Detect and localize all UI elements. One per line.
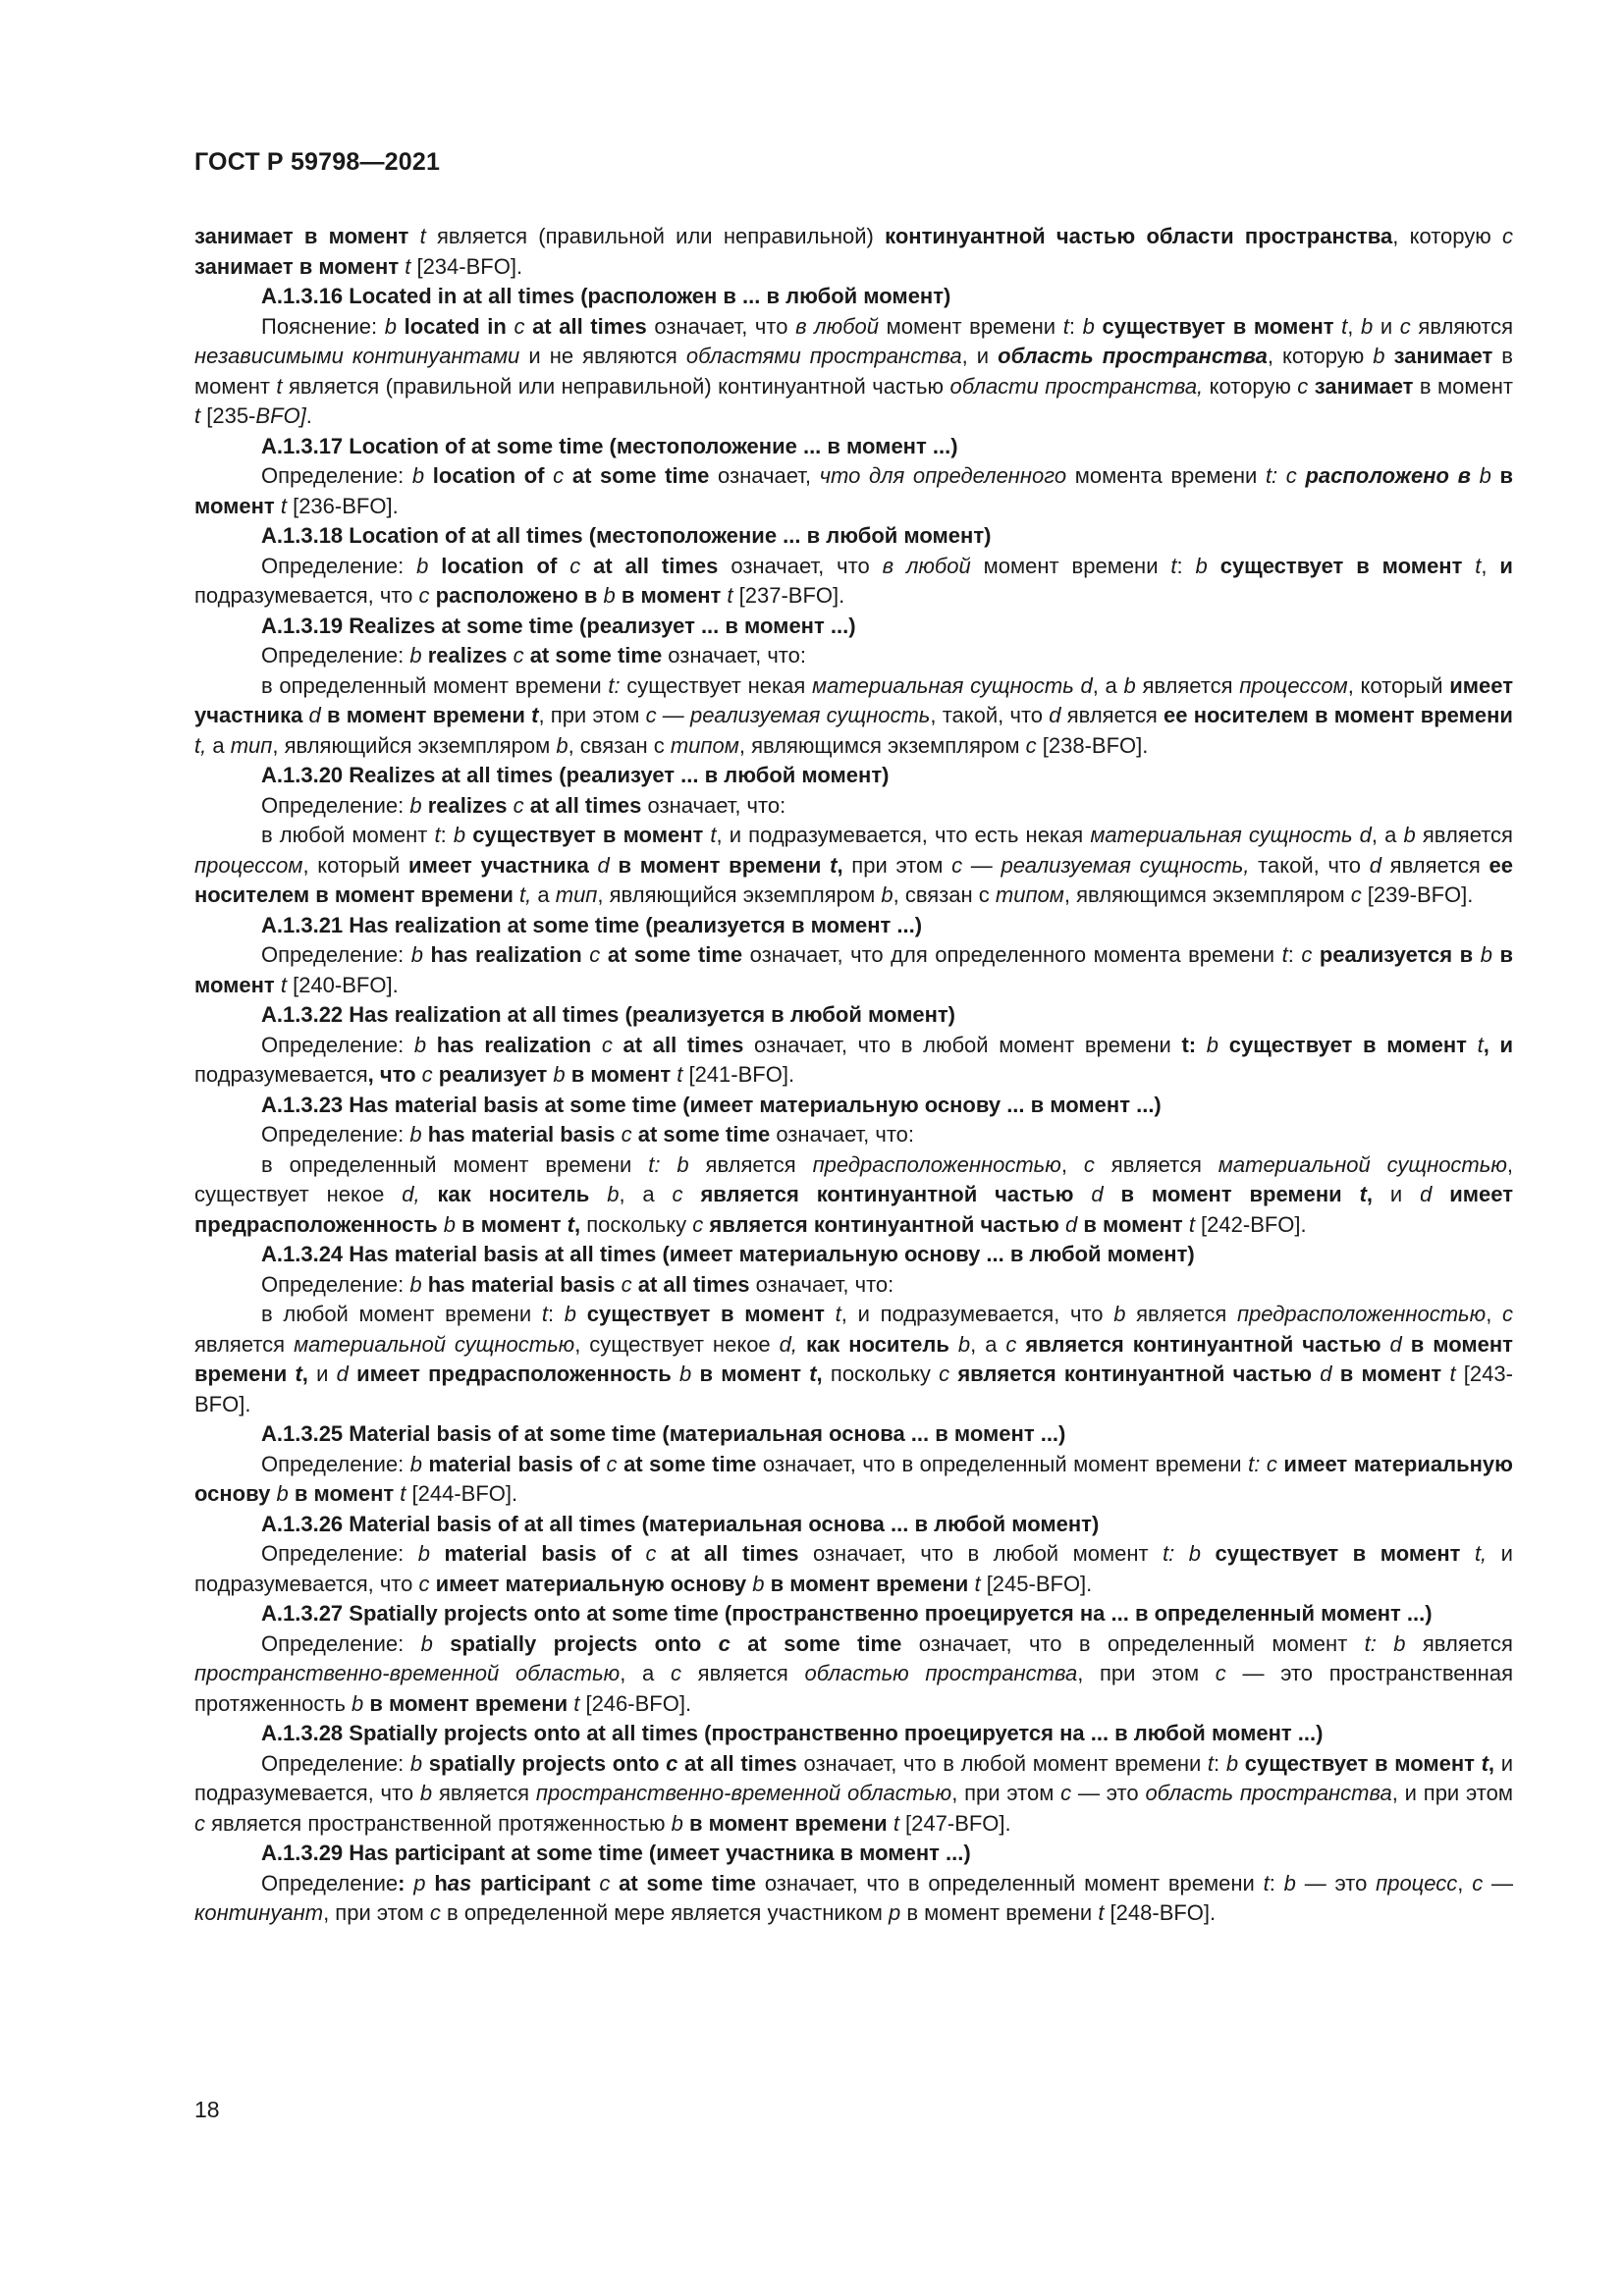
paragraph: Пояснение: b located in c at all times означает, что в любой момент времени t: b существует в момент t, b и c являются независимыми континуантами и не являются областями пространства, и область пространства, которую b занимает в момент t является (правильной или неправильной) континуантной частью области пространства, которую c занимает в момент t [235-BFO].	[194, 313, 1514, 428]
section-heading: А.1.3.22 Has realization at all times (реализуется в любой момент)	[261, 1002, 955, 1027]
section-heading: А.1.3.24 Has material basis at all times (имеет материальную основу ... в любой момент)	[261, 1242, 1195, 1266]
page-number: 18	[194, 2097, 220, 2122]
paragraph: в любой момент времени t: b существует в момент t, и подразумевается, что b является предрасположенностью, c является материальной сущностью, существует некое d, как носитель b, а c является континуантной частью d в момент времени t, и d имеет предрасположенность b в момент t, поскольку c является континуантной частью d в момент t [243-BFO].	[194, 1302, 1513, 1416]
section-heading: А.1.3.20 Realizes at all times (реализует ... в любой момент)	[261, 763, 890, 787]
paragraph: в определенный момент времени t: существует некая материальная сущность d, а b является процессом, который имеет участника d в момент времени t, при этом c — реализуемая сущность, такой, что d является ее носителем в момент времени t, а тип, являющийся экземпляром b, связан с типом, являющимся экземпляром c [238-BFO].	[194, 672, 1513, 758]
paragraph: Определение: b spatially projects onto c at some time означает, что в определенный момент t: b является пространственно-временной областью, а c является областью пространства, при этом c — это пространственная протяженность b в момент времени t [246-BFO].	[194, 1630, 1513, 1716]
paragraph: Определение: b material basis of c at some time означает, что в определенный момент времени t: c имеет материальную основу b в момент t [244-BFO].	[194, 1451, 1513, 1506]
paragraph: Определение: b realizes c at all times означает, что:	[261, 792, 786, 818]
paragraph: Определение: b has realization c at some time означает, что для определенного момента времени t: c реализуется в b в момент t [240-BFO].	[194, 942, 1513, 997]
section-heading: А.1.3.16 Located in at all times (расположен в ... в любой момент)	[261, 284, 951, 308]
document-body	[194, 222, 1513, 1929]
section-heading: А.1.3.23 Has material basis at some time (имеет материальную основу ... в момент ...)	[261, 1092, 1162, 1117]
section-heading: А.1.3.17 Location of at some time (местоположение ... в момент ...)	[261, 433, 958, 458]
paragraph: Определение: b has realization c at all times означает, что в любой момент времени t: b существует в момент t, и подразумевается, что c реализует b в момент t [241-BFO].	[194, 1032, 1513, 1087]
paragraph: Определение: b has material basis c at some time означает, что:	[261, 1122, 915, 1147]
paragraph: Определение: p has participant c at some time означает, что в определенный момент времени t: b — это процесс, c — континуант, при этом c в определенной мере является участником p в момент времени t [248-BFO].	[194, 1870, 1513, 1925]
section-heading: А.1.3.18 Location of at all times (местоположение ... в любой момент)	[261, 523, 992, 548]
paragraph: в определенный момент времени t: b является предрасположенностью, c является материальной сущностью, существует некое d, как носитель b, а c является континуантной частью d в момент времени t, и d имеет предрасположенность b в момент t, поскольку c является континуантной частью d в момент t [242-BFO].	[194, 1151, 1514, 1237]
document-header: ГОСТ Р 59798—2021	[194, 148, 441, 176]
paragraph: занимает в момент t является (правильной или неправильной) континуантной частью области пространства, которую c занимает в момент t [234-BFO].	[194, 224, 1514, 279]
section-heading: А.1.3.26 Material basis of at all times (материальная основа ... в любой момент)	[261, 1511, 1100, 1536]
section-heading: А.1.3.25 Material basis of at some time (материальная основа ... в момент ...)	[261, 1421, 1066, 1446]
paragraph: Определение: b realizes c at some time означает, что:	[261, 643, 806, 667]
section-heading: А.1.3.28 Spatially projects onto at all times (пространственно проецируется на ... в любой момент ...)	[261, 1721, 1324, 1745]
section-heading: А.1.3.21 Has realization at some time (реализуется в момент ...)	[261, 912, 923, 937]
paragraph: Определение: b location of c at all times означает, что в любой момент времени t: b существует в момент t, и подразумевается, что c расположено в b в момент t [237-BFO].	[194, 553, 1513, 608]
paragraph: Определение: b spatially projects onto c at all times означает, что в любой момент времени t: b существует в момент t, и подразумевается, что b является пространственно-временной областью, при этом c — это область пространства, и при этом c является пространственной протяженностью b в момент времени t [247-BFO].	[194, 1750, 1513, 1836]
paragraph: Определение: b material basis of c at all times означает, что в любой момент t: b существует в момент t, и подразумевается, что c имеет материальную основу b в момент времени t [245-BFO].	[194, 1541, 1513, 1596]
paragraph: Определение: b has material basis c at all times означает, что:	[261, 1271, 894, 1297]
section-heading: А.1.3.27 Spatially projects onto at some time (пространственно проецируется на ... в определенный момент ...)	[261, 1601, 1433, 1626]
paragraph: Определение: b location of c at some time означает, что для определенного момента времени t: c расположено в b в момент t [236-BFO].	[194, 463, 1513, 518]
section-heading: А.1.3.29 Has participant at some time (имеет участника в момент ...)	[261, 1841, 971, 1865]
paragraph: в любой момент t: b существует в момент t, и подразумевается, что есть некая материальная сущность d, а b является процессом, который имеет участника d в момент времени t, при этом c — реализуемая сущность, такой, что d является ее носителем в момент времени t, а тип, являющийся экземпляром b, связан с типом, являющимся экземпляром c [239-BFO].	[194, 823, 1513, 907]
section-heading: А.1.3.19 Realizes at some time (реализует ... в момент ...)	[261, 613, 856, 638]
